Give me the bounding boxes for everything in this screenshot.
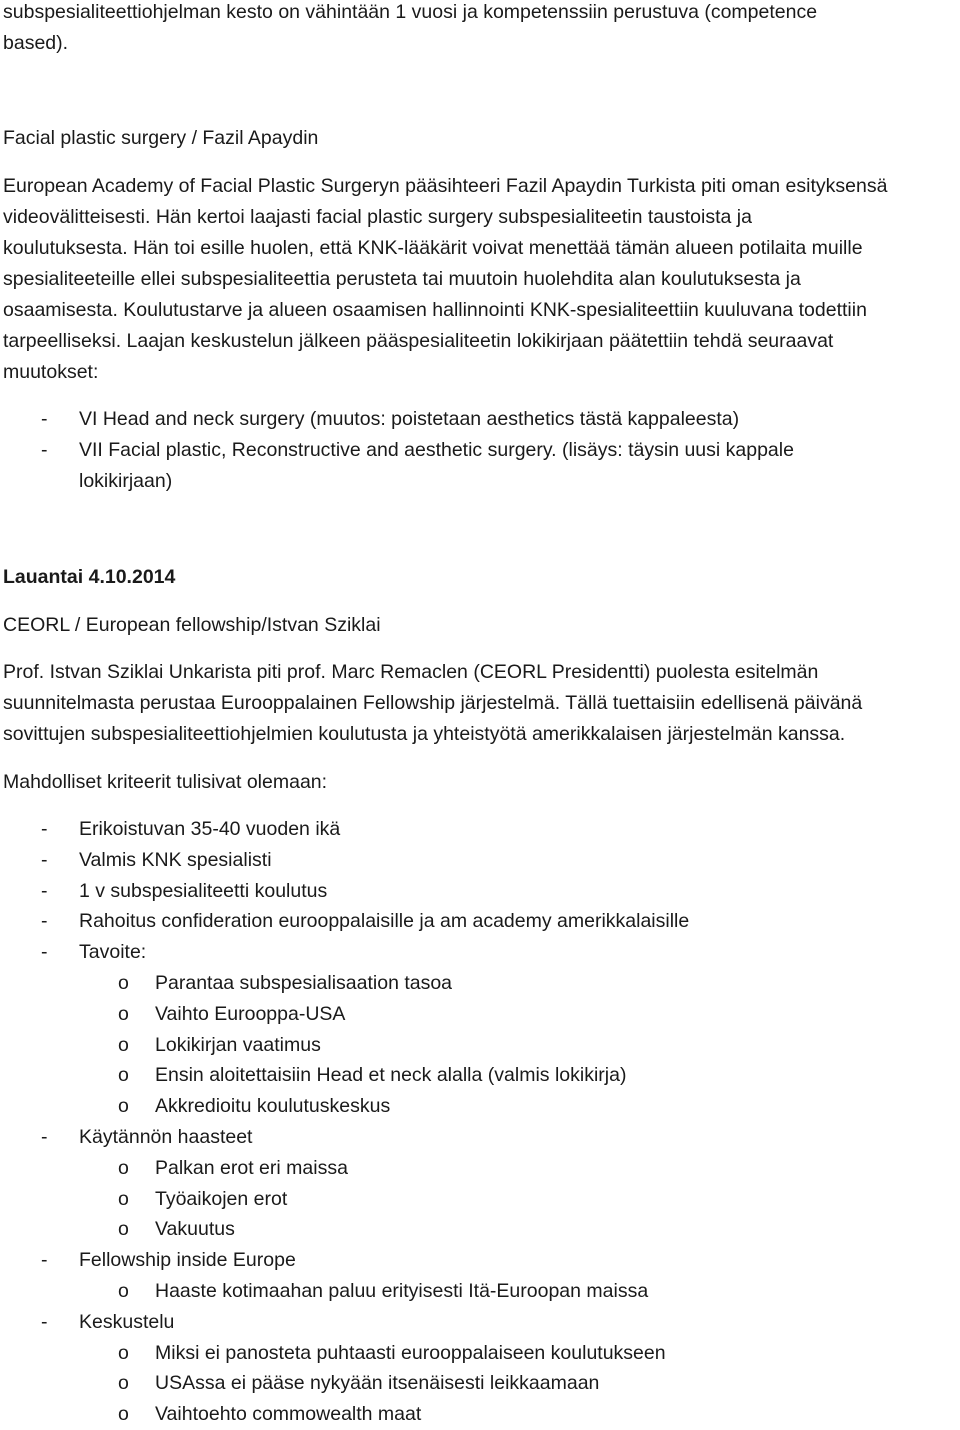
- criteria-text: Vaihto Eurooppa-USA: [155, 1002, 346, 1025]
- dash-marker: -: [41, 1126, 48, 1148]
- criteria-text: Valmis KNK spesialisti: [79, 848, 272, 871]
- criteria-text: Haaste kotimaahan paluu erityisesti Itä-Euroopan maissa: [155, 1280, 649, 1302]
- facial-paragraph-line: muutokset:: [3, 361, 99, 383]
- dash-marker: -: [41, 848, 48, 871]
- dash-marker: -: [41, 439, 48, 461]
- list-item-text: lokikirjaan): [79, 470, 173, 492]
- dash-marker: -: [41, 1310, 48, 1333]
- criteria-text: Parantaa subspesialisaation tasoa: [155, 972, 453, 994]
- circle-bullet-marker: o: [118, 1002, 129, 1025]
- circle-bullet-marker: o: [118, 1187, 129, 1210]
- circle-bullet-marker: o: [118, 1403, 129, 1426]
- facial-paragraph-line: osaamisesta. Koulutustarve ja alueen osaamisen hallinnointi KNK-spesialiteettiin kuuluvana todettiin: [3, 299, 867, 321]
- circle-bullet-marker: o: [118, 1341, 129, 1364]
- circle-bullet-marker: o: [118, 1033, 129, 1056]
- criteria-heading: Mahdolliset kriteerit tulisivat olemaan:: [3, 771, 328, 793]
- list-item-text: VI Head and neck surgery (muutos: poistetaan aesthetics tästä kappaleesta): [79, 408, 740, 430]
- criteria-text: Akkredioitu koulutuskeskus: [155, 1095, 391, 1118]
- ceorl-paragraph-line: sovittujen subspesialiteettiohjelmien koulutusta ja yhteistyötä amerikkalaisen järjestelmän kanssa.: [3, 723, 846, 745]
- ceorl-paragraph-line: suunnitelmasta perustaa Eurooppalainen Fellowship järjestelmä. Tällä tuettaisiin edellisenä päivänä: [3, 692, 863, 714]
- dash-marker: -: [41, 1249, 48, 1272]
- section-heading-ceorl: CEORL / European fellowship/Istvan Sziklai: [3, 614, 381, 636]
- circle-bullet-marker: o: [118, 1218, 129, 1241]
- circle-bullet-marker: o: [118, 1156, 129, 1179]
- criteria-text: Keskustelu: [79, 1310, 175, 1333]
- criteria-text: Ensin aloitettaisiin Head et neck alalla (valmis lokikirja): [155, 1064, 627, 1087]
- circle-bullet-marker: o: [118, 1095, 129, 1118]
- criteria-text: Palkan erot eri maissa: [155, 1156, 348, 1179]
- dash-marker: -: [41, 818, 48, 840]
- dash-marker: -: [41, 879, 48, 902]
- facial-paragraph-line: tarpeelliseksi. Laajan keskustelun jälkeen pääspesialiteetin lokikirjaan päätettiin tehdä seuraavat: [3, 330, 834, 352]
- circle-bullet-marker: o: [118, 1372, 129, 1395]
- circle-bullet-marker: o: [118, 972, 129, 994]
- facial-paragraph-line: European Academy of Facial Plastic Surgeryn pääsihteeri Fazil Apaydin Turkista piti oman esityksensä: [3, 175, 888, 197]
- circle-bullet-marker: o: [118, 1064, 129, 1087]
- criteria-text: Työaikojen erot: [155, 1187, 288, 1210]
- date-heading: Lauantai 4.10.2014: [3, 566, 176, 588]
- section-heading-facial: Facial plastic surgery / Fazil Apaydin: [3, 127, 319, 149]
- criteria-text: Vakuutus: [155, 1218, 235, 1241]
- dash-marker: -: [41, 941, 48, 964]
- facial-paragraph-line: videovälitteisesti. Hän kertoi laajasti facial plastic surgery subspesialiteetin taustoista ja: [3, 206, 752, 228]
- list-item-text: VII Facial plastic, Reconstructive and aesthetic surgery. (lisäys: täysin uusi kappale: [79, 439, 794, 461]
- criteria-text: Lokikirjan vaatimus: [155, 1033, 321, 1056]
- dash-marker: -: [41, 910, 48, 933]
- circle-bullet-marker: o: [118, 1280, 129, 1302]
- dash-marker: -: [41, 408, 48, 430]
- criteria-text: USAssa ei pääse nykyään itsenäisesti leikkaamaan: [155, 1372, 600, 1395]
- facial-paragraph-line: koulutuksesta. Hän toi esille huolen, että KNK-lääkärit voivat menettää tämän alueen potilaita muille: [3, 237, 863, 259]
- criteria-text: Erikoistuvan 35-40 vuoden ikä: [79, 818, 341, 840]
- facial-paragraph-line: spesialiteeteille ellei subspesialiteettia perusteta tai muutoin huolehdita alan koulutuksesta ja: [3, 268, 801, 290]
- criteria-text: Tavoite:: [79, 941, 147, 964]
- criteria-text: Käytännön haasteet: [79, 1126, 253, 1148]
- intro-line: subspesialiteettiohjelman kesto on vähintään 1 vuosi ja kompetenssiin perustuva (competence: [3, 1, 818, 23]
- criteria-text: Rahoitus confideration eurooppalaisille ja am academy amerikkalaisille: [79, 910, 690, 933]
- criteria-text: Vaihtoehto commowealth maat: [155, 1403, 422, 1426]
- criteria-text: Fellowship inside Europe: [79, 1249, 296, 1272]
- criteria-text: Miksi ei panosteta puhtaasti eurooppalaiseen koulutukseen: [155, 1341, 666, 1364]
- criteria-text: 1 v subspesialiteetti koulutus: [79, 879, 328, 902]
- intro-line: based).: [3, 32, 69, 54]
- ceorl-paragraph-line: Prof. Istvan Sziklai Unkarista piti prof. Marc Remaclen (CEORL Presidentti) puolesta esitelmän: [3, 661, 819, 683]
